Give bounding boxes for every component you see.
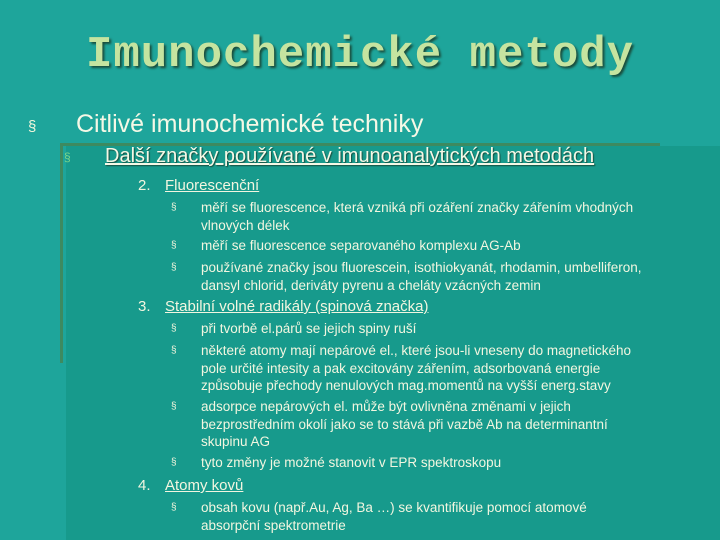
sub-bullet-icon: § bbox=[171, 457, 177, 468]
section-label: Atomy kovů bbox=[165, 477, 244, 494]
sub-bullet-icon: § bbox=[171, 502, 177, 513]
section-number: 3. bbox=[138, 298, 151, 315]
list-item: při tvorbě el.párů se jejich spiny ruší bbox=[201, 321, 417, 336]
sub-bullet-icon: § bbox=[171, 345, 177, 356]
list-item: adsorpce nepárových el. může být ovlivněna změnami v jejich bezprostředním okolí jako se to stává při vazbě Ab na determinantní skupinu AG bbox=[201, 399, 608, 449]
list-item: některé atomy mají nepárové el., které jsou-li vneseny do magnetického pole určité intesity a pak excitovány zářením, adsorbovaná energie způsobuje přechody nenulových mag.momentů na vyšší energ.stavy bbox=[201, 343, 631, 393]
panel-divider-left bbox=[60, 143, 63, 363]
section-number: 4. bbox=[138, 477, 151, 494]
list-item: měří se fluorescence separovaného komplexu AG-Ab bbox=[201, 238, 521, 253]
list-item: měří se fluorescence, která vzniká při ozáření značky zářením vhodných vlnových délek bbox=[201, 200, 634, 233]
level1-heading: Citlivé imunochemické techniky bbox=[76, 110, 424, 138]
level2-bullet-icon: § bbox=[64, 150, 71, 164]
level2-heading: Další značky používané v imunoanalytických metodách bbox=[105, 145, 595, 167]
list-item: obsah kovu (např.Au, Ag, Ba …) se kvantifikuje pomocí atomové absorpční spektrometrie bbox=[201, 500, 587, 533]
section-number: 2. bbox=[138, 177, 151, 194]
sub-bullet-icon: § bbox=[171, 401, 177, 412]
list-item: používané značky jsou fluorescein, isothiokyanát, rhodamin, umbelliferon, dansyl chlorid, deriváty pyrenu a cheláty vzácných zemin bbox=[201, 260, 642, 293]
list-item: tyto změny je možné stanovit v EPR spektroskopu bbox=[201, 455, 502, 470]
sub-bullet-icon: § bbox=[171, 323, 177, 334]
sub-bullet-icon: § bbox=[171, 202, 177, 213]
sub-bullet-icon: § bbox=[171, 262, 177, 273]
level1-bullet-icon: § bbox=[28, 118, 37, 135]
section-label: Stabilní volné radikály (spinová značka) bbox=[165, 298, 429, 315]
sub-bullet-icon: § bbox=[171, 240, 177, 251]
slide-title: Imunochemické metody bbox=[85, 30, 635, 80]
section-label: Fluorescenční bbox=[165, 177, 260, 194]
